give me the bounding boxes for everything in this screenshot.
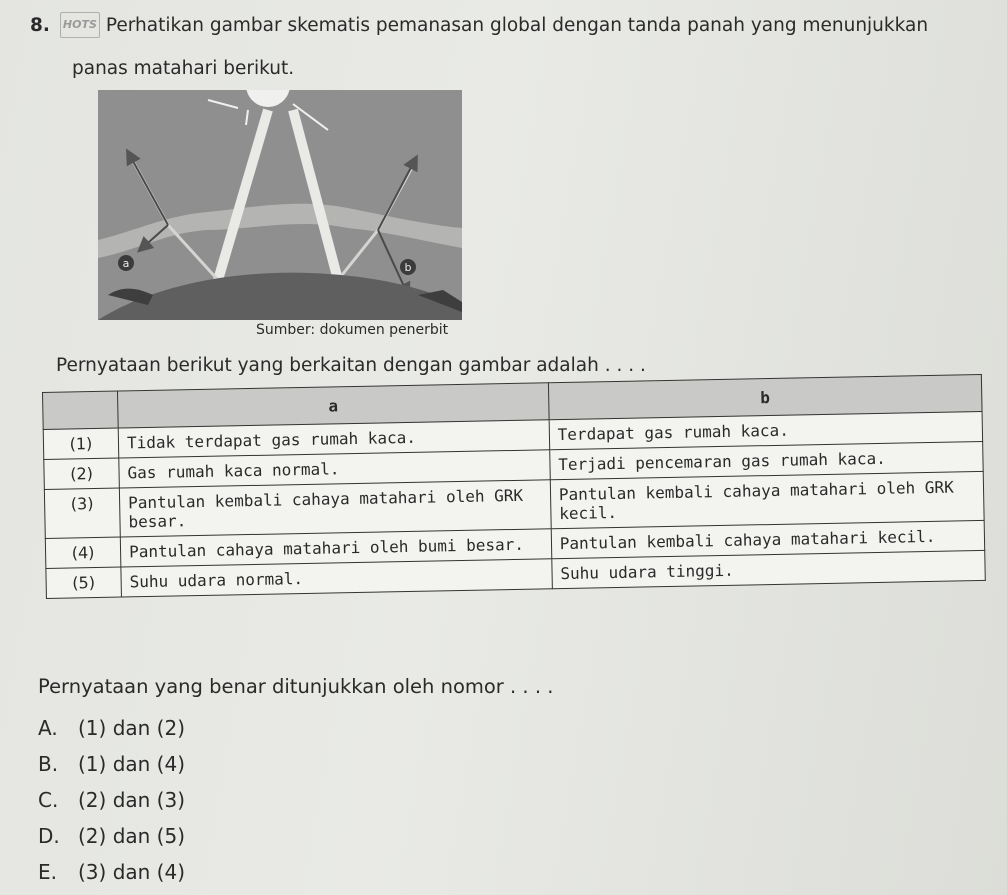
- cell-a: Tidak terdapat gas rumah kaca.: [118, 420, 549, 458]
- global-warming-diagram: [98, 90, 462, 320]
- option-text: (3) dan (4): [78, 860, 186, 884]
- row-number: (2): [44, 458, 120, 489]
- option-text: (2) dan (3): [78, 788, 186, 812]
- cell-b: Pantulan kembali cahaya matahari oleh GRK kecil.: [550, 471, 984, 528]
- option-letter: B.: [38, 752, 59, 776]
- option-a[interactable]: [38, 710, 185, 746]
- option-e[interactable]: [38, 854, 185, 890]
- figure-caption: Sumber: dokumen penerbit: [256, 322, 449, 338]
- option-b[interactable]: [38, 746, 185, 782]
- question-text-1: Perhatikan gambar skematis pemanasan global dengan tanda panah yang menunjukkan: [105, 15, 929, 36]
- row-number: (3): [44, 488, 120, 538]
- row-number: (1): [43, 428, 119, 459]
- option-text: (1) dan (4): [78, 752, 186, 776]
- question-number: 8.: [30, 15, 50, 36]
- hots-badge: HOTS: [60, 12, 100, 38]
- option-letter: E.: [38, 860, 57, 884]
- option-letter: C.: [38, 788, 59, 812]
- cell-b: Terjadi pencemaran gas rumah kaca.: [549, 441, 983, 479]
- cell-b: Pantulan kembali cahaya matahari kecil.: [551, 520, 985, 558]
- row-number: (5): [46, 567, 122, 598]
- label-a: a: [122, 257, 130, 270]
- cell-a: Pantulan cahaya matahari oleh bumi besar.: [120, 529, 551, 567]
- answer-options: [38, 710, 185, 890]
- option-letter: A.: [38, 716, 58, 740]
- row-number: (4): [45, 537, 121, 568]
- option-c[interactable]: [38, 782, 185, 818]
- cell-b: Suhu udara tinggi.: [552, 550, 986, 588]
- answer-prompt: Pernyataan yang benar ditunjukkan oleh nomor . . . .: [38, 675, 554, 698]
- header-num: [43, 391, 119, 429]
- option-d[interactable]: [38, 818, 185, 854]
- header-b: b: [548, 374, 982, 419]
- cell-a: Gas rumah kaca normal.: [119, 450, 550, 488]
- statement-intro: Pernyataan berikut yang berkaitan dengan gambar adalah . . . .: [56, 355, 646, 376]
- cell-b: Terdapat gas rumah kaca.: [549, 411, 983, 449]
- label-b: b: [404, 261, 412, 274]
- option-letter: D.: [38, 824, 60, 848]
- cell-a: Suhu udara normal.: [121, 559, 552, 597]
- statement-table: [42, 374, 986, 599]
- option-text: (1) dan (2): [78, 716, 186, 740]
- cell-a: Pantulan kembali cahaya matahari oleh GRK besar.: [119, 480, 551, 537]
- question-text-2: panas matahari berikut.: [72, 58, 295, 79]
- header-a: a: [117, 383, 548, 428]
- option-text: (2) dan (5): [78, 824, 186, 848]
- question-line-1: [30, 12, 928, 38]
